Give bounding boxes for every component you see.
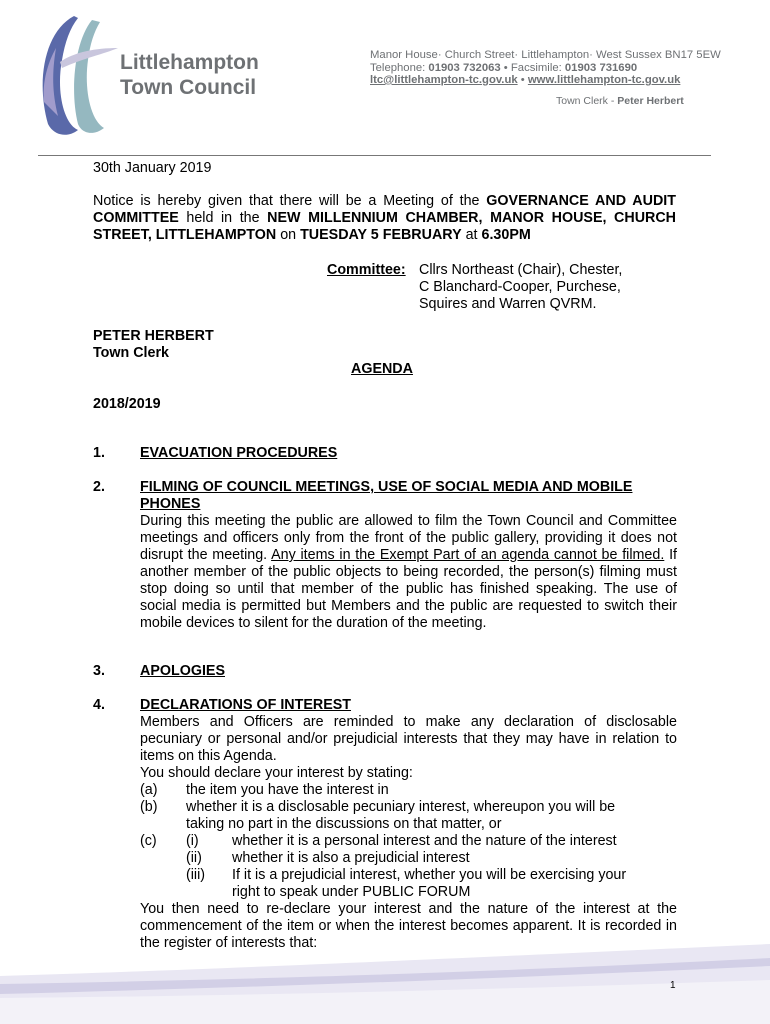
list-key: (a) bbox=[140, 782, 158, 798]
paragraph-text: If another member of the public objects to being recorded, the person(s) filming must stop doing so until that member of the public has finished speaking. The use of social media is permitted but Members and the public are requested to switch their mobile devices to silent for the duration of the meeting. bbox=[140, 547, 678, 631]
item-heading-evacuation: EVACUATION PROCEDURES bbox=[140, 445, 338, 461]
notice-text: at bbox=[461, 227, 482, 243]
list-text: whether it is a personal interest and the nature of the interest bbox=[232, 833, 617, 849]
list-text: right to speak under PUBLIC FORUM bbox=[232, 884, 471, 900]
list-item bbox=[140, 799, 677, 816]
item-heading-apologies: APOLOGIES bbox=[140, 663, 225, 679]
town-clerk-header bbox=[556, 95, 684, 107]
paragraph-text: Members and Officers are reminded to make any declaration of disclosable pecuniary or personal and/or prejudicial interests that they may have in relation to items on this Agenda. bbox=[140, 714, 677, 764]
council-logo bbox=[34, 12, 126, 142]
header-divider bbox=[38, 155, 711, 156]
notice-paragraph bbox=[93, 193, 676, 244]
council-name-line2: Town Council bbox=[120, 76, 257, 99]
clerk-name: Peter Herbert bbox=[617, 95, 684, 107]
facsimile-number: 01903 731690 bbox=[564, 61, 638, 74]
list-text: the item you have the interest in bbox=[186, 782, 389, 798]
list-text: whether it is a disclosable pecuniary interest, whereupon you will be bbox=[186, 799, 616, 815]
paragraph-text: You should declare your interest by stating: bbox=[140, 765, 413, 781]
paragraph-text: During this meeting the public are allowed to film the Town Council and Committee meetings and officers only from the front of the public gallery, providing it does not disrupt the meeting. bbox=[140, 513, 677, 563]
signatory-name: PETER HERBERT bbox=[93, 328, 214, 344]
list-text: whether it is also a prejudicial interest bbox=[232, 850, 470, 866]
heading-line: PHONES bbox=[140, 496, 201, 512]
committee-label: Committee: bbox=[327, 262, 406, 278]
phone-line bbox=[370, 62, 721, 75]
notice-text: Notice is hereby given that there will be a Meeting of the bbox=[93, 193, 487, 209]
item-text-closing: You then need to re-declare your interest and the nature of the interest at the commencement of the item or when the interest becomes apparent. It is recorded in the register of interests that: bbox=[140, 901, 677, 951]
facsimile-label: Facsimile: bbox=[510, 61, 565, 74]
exempt-notice: Any items in the Exempt Part of an agenda cannot be filmed. bbox=[271, 547, 665, 563]
list-item bbox=[140, 816, 677, 833]
item-heading-declarations: DECLARATIONS OF INTEREST bbox=[140, 697, 352, 713]
item-text-filming bbox=[140, 513, 677, 632]
item-number: 2. bbox=[93, 479, 105, 495]
meeting-date: TUESDAY 5 FEBRUARY bbox=[300, 227, 462, 243]
separator: • bbox=[517, 74, 528, 86]
item-number: 3. bbox=[93, 663, 105, 679]
item-text-declarations bbox=[140, 714, 677, 782]
committee-list-line: Squires and Warren QVRM. bbox=[419, 296, 597, 312]
list-text: If it is a prejudicial interest, whether you will be exercising your bbox=[232, 867, 627, 883]
declaration-list bbox=[140, 782, 677, 901]
notice-text: held in the bbox=[178, 210, 268, 226]
item-heading-filming bbox=[140, 479, 677, 513]
committee-list bbox=[419, 262, 669, 313]
signatory-title: Town Clerk bbox=[93, 345, 169, 361]
committee-list-line: C Blanchard-Cooper, Purchese, bbox=[419, 279, 621, 295]
agenda-year: 2018/2019 bbox=[93, 396, 161, 412]
notice-text: on bbox=[276, 227, 301, 243]
list-text: taking no part in the discussions on that matter, or bbox=[186, 816, 502, 832]
committee-list-line: Cllrs Northeast (Chair), Chester, bbox=[419, 262, 623, 278]
agenda-title: AGENDA bbox=[351, 361, 413, 377]
list-subkey: (ii) bbox=[186, 850, 202, 866]
list-key: (b) bbox=[140, 799, 158, 815]
list-item bbox=[140, 850, 677, 867]
email-link[interactable]: ltc@littlehampton-tc.gov.uk bbox=[370, 74, 518, 86]
website-link[interactable]: www.littlehampton-tc.gov.uk bbox=[527, 74, 681, 86]
list-item bbox=[140, 884, 677, 901]
list-item bbox=[140, 833, 677, 850]
meeting-venue: NEW MILLENNIUM CHAMBER, MANOR HOUSE, CHURCH STREET, LITTLEHAMPTON bbox=[93, 210, 677, 243]
list-subkey: (iii) bbox=[186, 867, 206, 883]
telephone-label: Telephone: bbox=[370, 61, 429, 74]
telephone-number: 01903 732063 bbox=[428, 61, 501, 74]
item-number: 1. bbox=[93, 445, 105, 461]
notice-date: 30th January 2019 bbox=[93, 160, 212, 176]
meeting-time: 6.30PM bbox=[481, 227, 531, 243]
footer-wave-decoration bbox=[0, 940, 770, 1024]
clerk-label: Town Clerk - bbox=[556, 95, 618, 107]
committee-members bbox=[327, 262, 669, 313]
heading-line: FILMING OF COUNCIL MEETINGS, USE OF SOCIAL MEDIA AND MOBILE bbox=[140, 479, 633, 495]
list-subkey: (i) bbox=[186, 833, 199, 849]
item-number: 4. bbox=[93, 697, 105, 713]
list-key: (c) bbox=[140, 833, 157, 849]
address-line: Manor House· Church Street· Littlehampton· West Sussex BN17 5EW bbox=[370, 49, 721, 61]
committee-name: GOVERNANCE AND AUDIT COMMITTEE bbox=[93, 193, 676, 226]
council-name-line1: Littlehampton bbox=[120, 51, 259, 74]
web-line bbox=[370, 74, 721, 87]
separator: • bbox=[500, 61, 511, 74]
list-item bbox=[140, 867, 677, 884]
council-name bbox=[120, 50, 259, 100]
signatory bbox=[93, 328, 214, 362]
list-item bbox=[140, 782, 677, 799]
contact-block bbox=[370, 49, 721, 87]
page-number: 1 bbox=[670, 980, 676, 991]
